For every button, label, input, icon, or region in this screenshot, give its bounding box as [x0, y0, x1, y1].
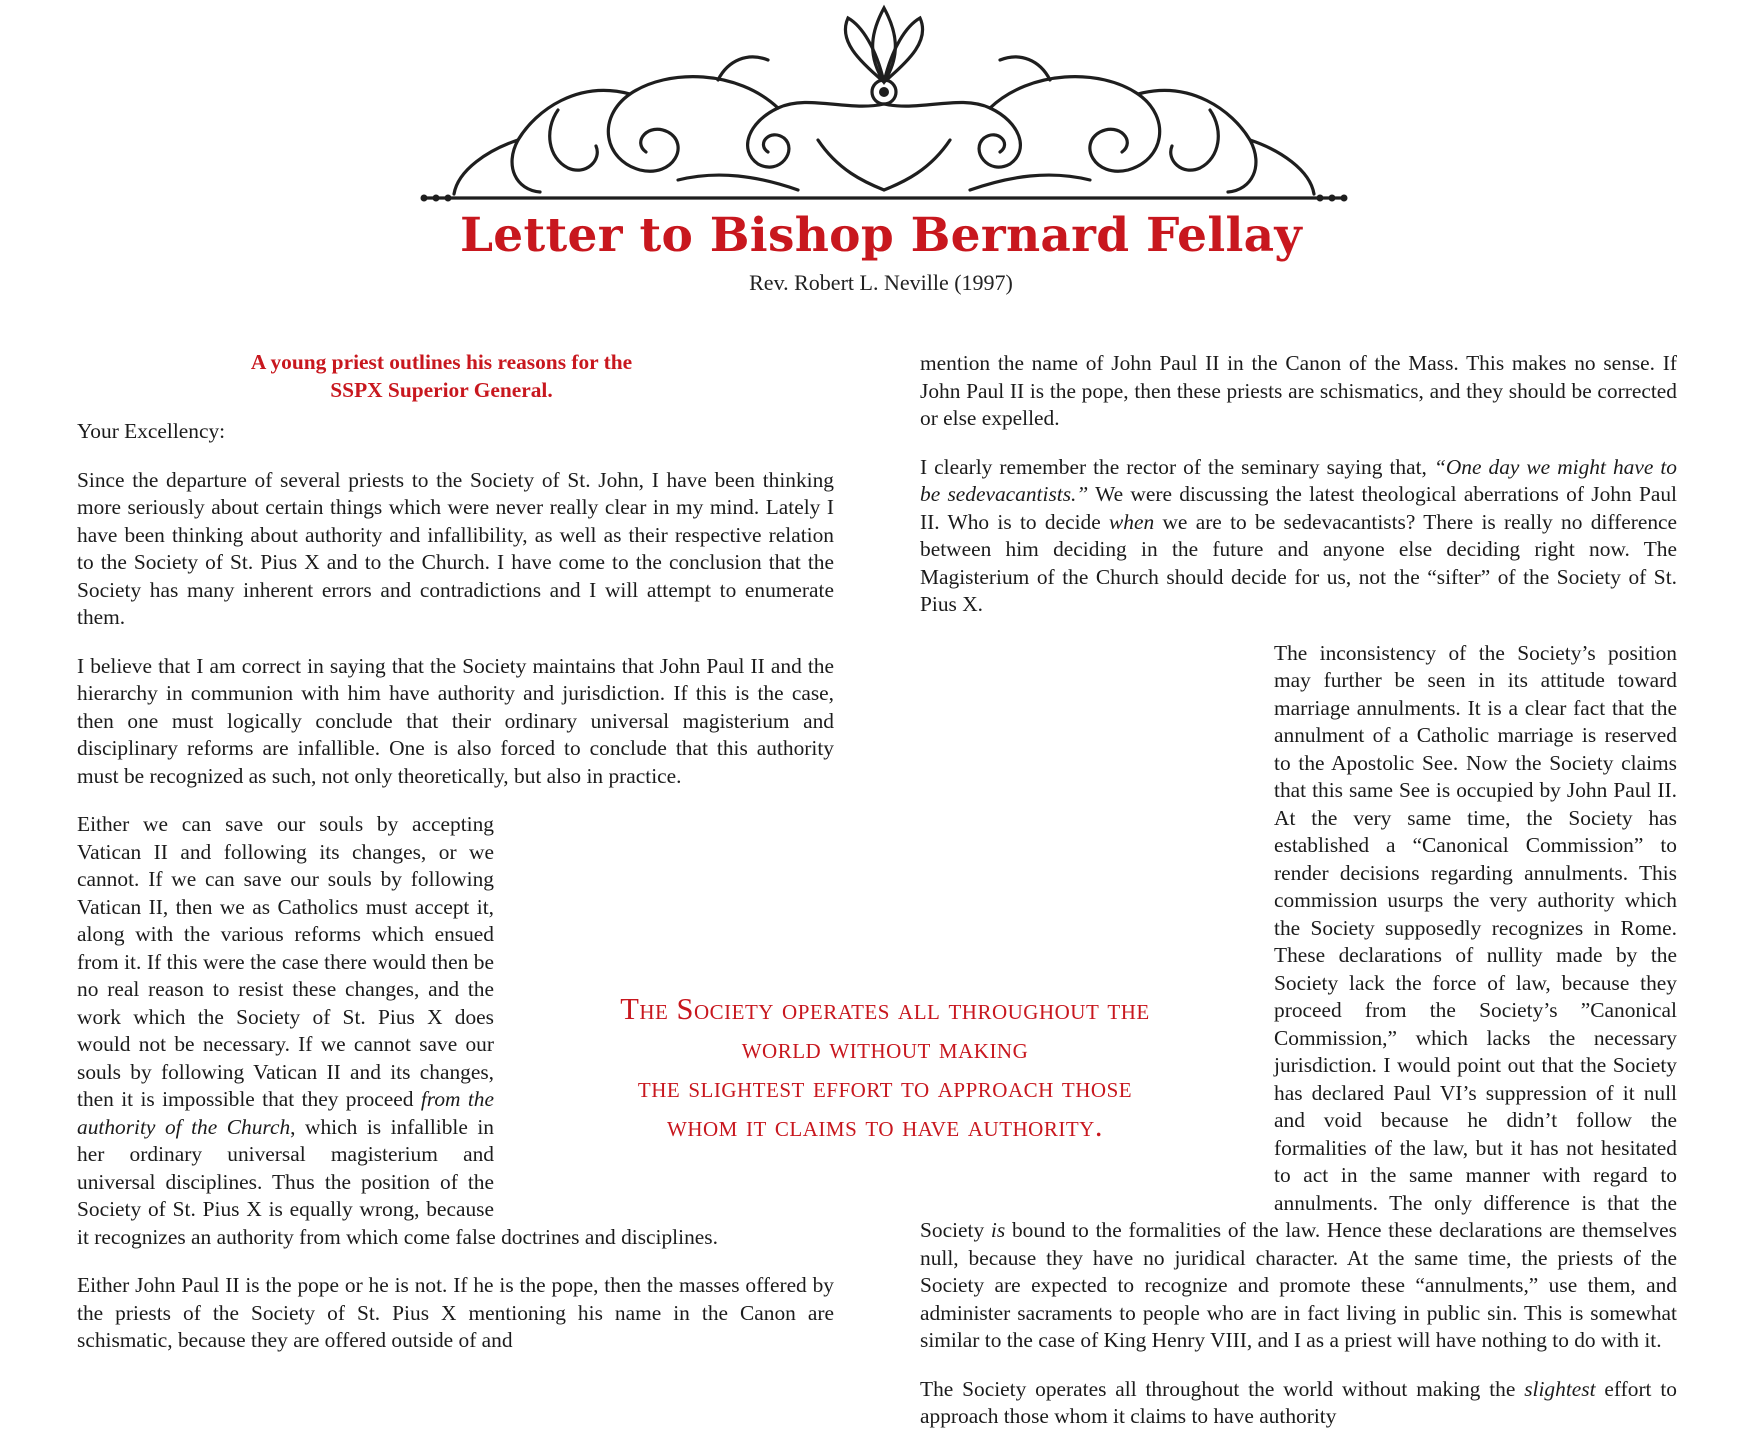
paragraph — [920, 454, 1677, 619]
paragraph: I believe that I am correct in saying that the Society maintains that John Paul II and the hierarchy in communion with him have authority and jurisdiction. If this is the case, then one must logically conclude that their ordinary universal magisterium and disciplinary reforms are infallible. One is also forced to conclude that this authority must be recognized as such, not only theoretically, but also in practice. — [77, 653, 834, 788]
subheading-line-2: SSPX Superior General. — [330, 378, 553, 402]
pull-quote — [540, 990, 1230, 1146]
subheading-line-1: A young priest outlines his reasons for the — [250, 350, 633, 374]
italic-text: from the authority of the Church — [77, 1087, 494, 1139]
paragraph-text: , which is infallible in her ordinary universal magisterium and universal disciplines. Thus the position of the Society of St. Pius X is equally wrong, because it recognizes an authority from which come false doctrines and disciplines. — [77, 1114, 718, 1249]
italic-text: when — [1109, 509, 1155, 534]
italic-quote: “One day we might have to be sedevacantists.” — [920, 454, 1677, 506]
pull-quote-line-3: the slightest effort to approach those — [637, 1070, 1133, 1104]
paragraph-text: bound to the formalities of the law. Hence these declarations are themselves null, because they have no juridical character. At the same time, the priests of the Society are expected to recognize and promote these “annulments,” use them, and administer sacraments to people who are in fact living in public sin. This is somewhat similar to the case of King Henry VIII, and I as a priest will have nothing to do with it. — [920, 1218, 1678, 1352]
paragraph: mention the name of John Paul II in the Canon of the Mass. This makes no sense. If John Paul II is the pope, then these priests are schismatics, and they should be corrected or else expelled. — [920, 351, 1677, 430]
author-byline: Rev. Robert L. Neville (1997) — [749, 270, 1013, 295]
paragraph-text: The inconsistency of the Society’s position may further be seen in its attitude toward marriage annulments. It is a clear fact that the annulment of a Catholic marriage is reserved to the Apostolic See. Now the Society claims that this same See is occupied by John Paul II. At the very same time, the Society has established a “Canonical Commission” to render decisions regarding annulments. This commission usurps the very authority which the Society supposedly recognizes in Rome. These declarations of nullity made by the Society lack the force of law, because they proceed from the Society’s ”Canonical Commission,” which lacks the necessary jurisdiction. I would point out that the Society has declared Paul VI’s suppression of it null and void because he didn’t follow the formalities of the law, but it has not hesitated to act in the same manner with regard to annulments. The only difference is that the Society — [920, 640, 1677, 1242]
paragraph-text: We were discussing the latest theological aberrations of John Paul II. Who is to decide — [920, 482, 1677, 534]
paragraph-text: Either we can save our souls by accepting Vatican II and following its changes, or we cannot. If we can save our souls by following Vatican II, then we as Catholics must accept it, along with the various reforms which ensued from it. If this were the case there would then be no real reason to resist these changes, and the work which the Society of St. Pius X does would not be necessary. If we cannot save our souls by following Vatican II and its changes, then it is impossible that they proceed — [77, 812, 494, 1111]
paragraph: Either John Paul II is the pope or he is not. If he is the pope, then the masses offered by the priests of the Society of St. Pius X mentioning his name in the Canon are schismatic, because they are offered outside of and — [77, 1273, 834, 1352]
page-title: Letter to Bishop Bernard Fellay — [459, 208, 1303, 263]
italic-text: slightest — [1524, 1376, 1596, 1401]
paragraph-text: effort to approach those whom it claims to have authority — [920, 1376, 1678, 1428]
subheading — [77, 348, 834, 404]
italic-text: is — [990, 1218, 1006, 1242]
salutation: Your Excellency: — [77, 419, 226, 443]
right-column — [920, 350, 1677, 1452]
pull-quote-line-1: The Society operates all throughout the — [620, 992, 1150, 1026]
left-column — [77, 348, 834, 1376]
paragraph-text: I clearly remember the rector of the seminary saying that, — [920, 454, 1434, 479]
pull-quote-line-4: whom it claims to have authority. — [667, 1109, 1103, 1143]
paragraph-text: The Society operates all throughout the world without making the — [920, 1376, 1525, 1401]
paragraph — [920, 1376, 1677, 1431]
baroque-scroll-ornament-icon — [418, 0, 1350, 212]
paragraph: Since the departure of several priests to the Society of St. John, I have been thinking more seriously about certain things which were never really clear in my mind. Lately I have been thinking about authority and infallibility, as well as their respective relation to the Society of St. Pius X and to the Church. I have come to the conclusion that the Society has many inherent errors and contradictions and I will attempt to enumerate them. — [77, 467, 834, 629]
pull-quote-line-2: world without making — [741, 1031, 1029, 1065]
paragraph-text: we are to be sedevacantists? There is really no difference between him deciding in the future and anyone else deciding right now. The Magisterium of the Church should decide for us, not the “sifter” of the Society of St. Pius X. — [920, 509, 1677, 616]
